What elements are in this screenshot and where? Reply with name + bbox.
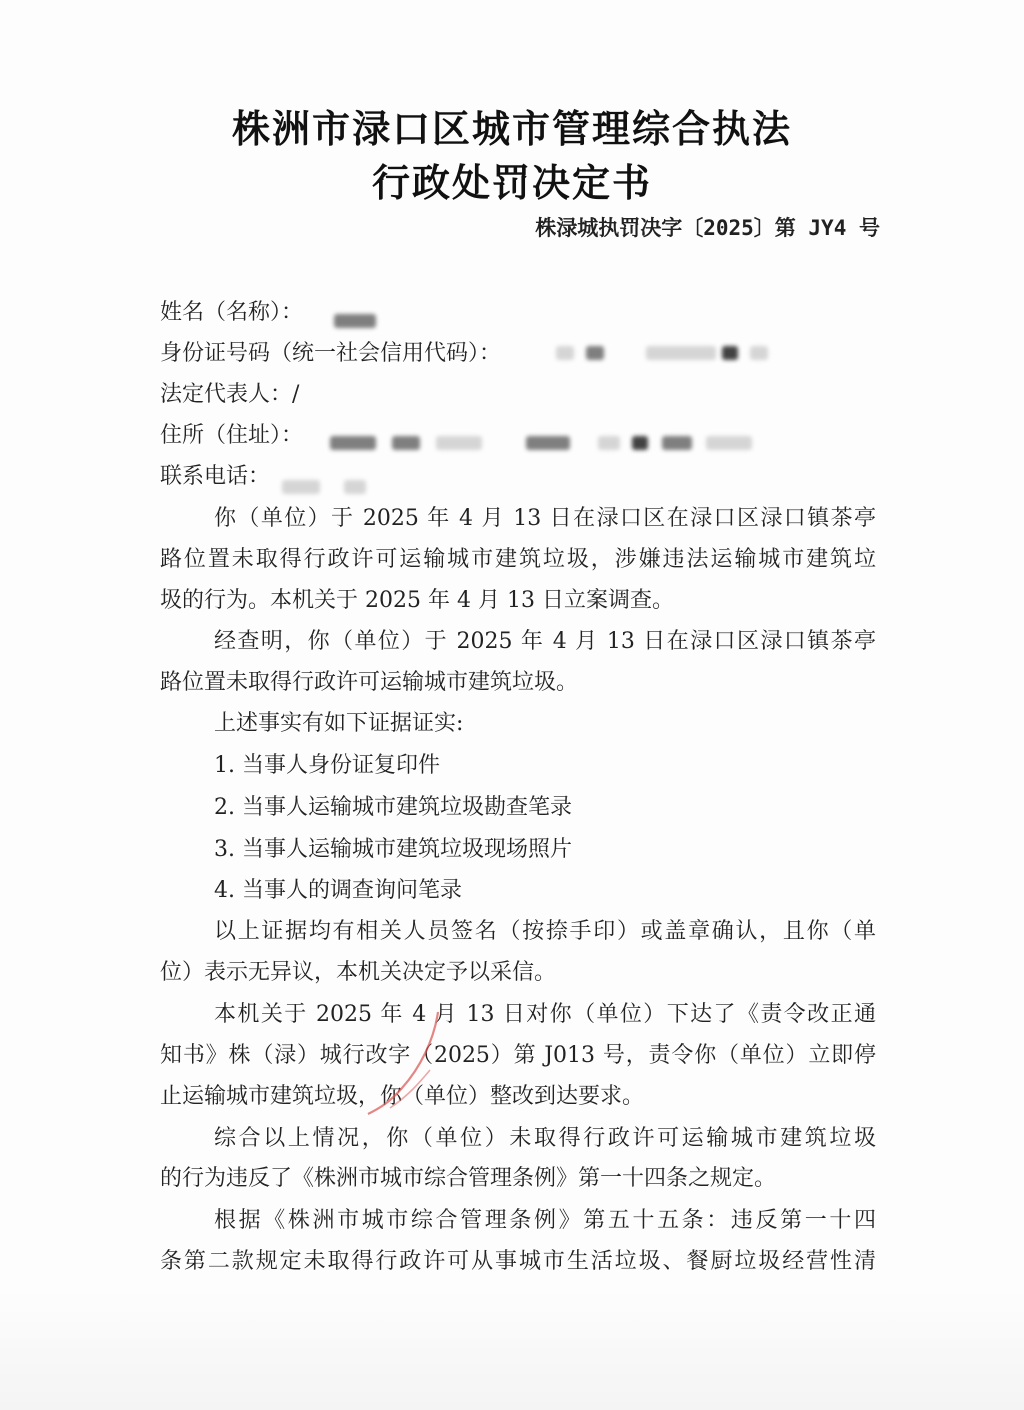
paragraph-7-line-1: 根据《株洲市城市综合管理条例》第五十五条：违反第一十四	[214, 1208, 876, 1233]
paragraph-1-line-3: 圾的行为。本机关于 2025 年 4 月 13 日立案调查。	[160, 588, 674, 613]
address-redaction-4	[526, 436, 570, 450]
paragraph-2-line-1: 经查明，你（单位）于 2025 年 4 月 13 日在渌口区渌口镇茶亭	[214, 629, 876, 654]
id-redaction-1	[556, 346, 574, 360]
address-label: 住所（住址）：	[160, 423, 304, 448]
evidence-item-2: 2. 当事人运输城市建筑垃圾勘查笔录	[214, 795, 572, 820]
id-redaction-5	[750, 346, 768, 360]
phone-redaction-1	[282, 480, 320, 494]
name-redaction	[334, 314, 376, 328]
handwritten-mark	[360, 1010, 440, 1120]
document-title-line2: 行政处罚决定书	[371, 161, 652, 205]
evidence-item-3: 3. 当事人运输城市建筑垃圾现场照片	[214, 837, 572, 862]
evidence-intro: 上述事实有如下证据证实:	[214, 711, 464, 736]
phone-redaction-2	[344, 480, 366, 494]
page-bottom-margin	[0, 1290, 1024, 1410]
address-redaction-5	[598, 436, 620, 450]
evidence-item-1: 1. 当事人身份证复印件	[214, 753, 440, 778]
paragraph-6-line-2: 的行为违反了《株洲市城市综合管理条例》第一十四条之规定。	[160, 1166, 777, 1191]
paragraph-4-line-2: 位）表示无异议，本机关决定予以采信。	[160, 960, 557, 985]
paragraph-5-line-2: 知书》株（渌）城行改字（2025）第 J013 号，责令你（单位）立即停	[160, 1043, 876, 1068]
address-redaction-6	[632, 436, 648, 450]
paragraph-5-line-3: 止运输城市建筑垃圾，你（单位）整改到达要求。	[160, 1084, 645, 1109]
address-redaction-1	[330, 436, 376, 450]
paragraph-5-line-1: 本机关于 2025 年 4 月 13 日对你（单位）下达了《责令改正通	[214, 1002, 876, 1027]
address-redaction-3	[436, 436, 482, 450]
paragraph-7-line-2: 条第二款规定未取得行政许可从事城市生活垃圾、餐厨垃圾经营性清	[160, 1249, 876, 1274]
document-title-line1: 株洲市渌口区城市管理综合执法	[231, 107, 792, 151]
id-redaction-2	[586, 346, 604, 360]
paragraph-1-line-1: 你（单位）于 2025 年 4 月 13 日在渌口区在渌口区渌口镇茶亭	[214, 506, 876, 531]
paragraph-1-line-2: 路位置未取得行政许可运输城市建筑垃圾，涉嫌违法运输城市建筑垃	[160, 547, 876, 572]
id-redaction-4	[722, 346, 738, 360]
id-redaction-3	[646, 346, 716, 360]
paragraph-6-line-1: 综合以上情况，你（单位）未取得行政许可运输城市建筑垃圾	[214, 1126, 876, 1151]
phone-label: 联系电话：	[160, 464, 271, 489]
evidence-item-4: 4. 当事人的调查询问笔录	[214, 878, 462, 903]
document-number: 株渌城执罚决字〔2025〕第 JY4 号	[535, 216, 880, 240]
paragraph-4-line-1: 以上证据均有相关人员签名（按捺手印）或盖章确认，且你（单	[214, 919, 876, 944]
name-label: 姓名（名称）：	[160, 300, 304, 325]
id-number-label: 身份证号码（统一社会信用代码）：	[160, 341, 502, 366]
address-redaction-8	[706, 436, 752, 450]
address-redaction-2	[392, 436, 420, 450]
legal-representative-label: 法定代表人：/	[160, 382, 300, 407]
address-redaction-7	[662, 436, 692, 450]
paragraph-2-line-2: 路位置未取得行政许可运输城市建筑垃圾。	[160, 670, 579, 695]
